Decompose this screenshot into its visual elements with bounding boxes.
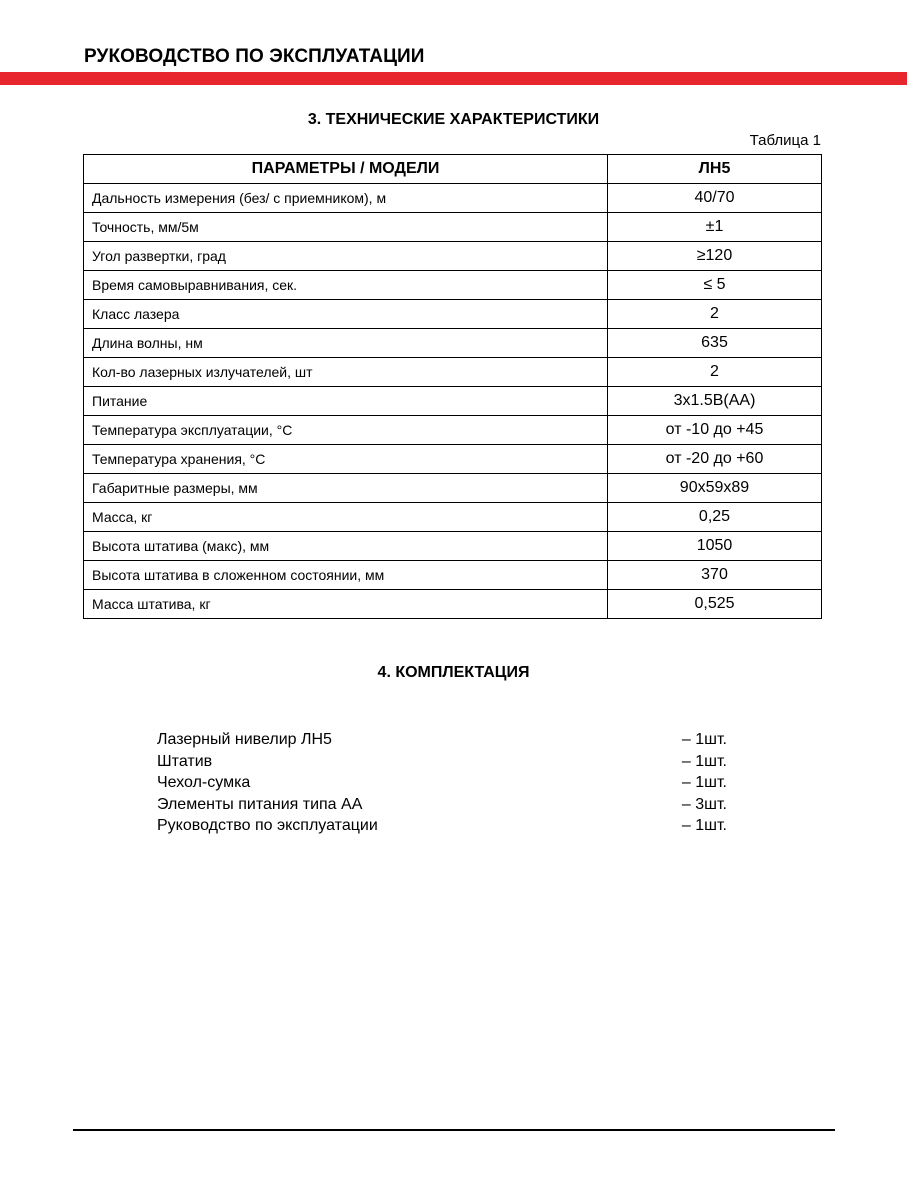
- table-row: [84, 213, 822, 242]
- value-cell: ≥120: [608, 242, 822, 271]
- table-row: [84, 474, 822, 503]
- value-cell: от -10 до +45: [608, 416, 822, 445]
- kit-item-qty: – 1шт.: [681, 774, 727, 791]
- table-row: [84, 445, 822, 474]
- table-header-row: [84, 155, 822, 184]
- table-row: [84, 300, 822, 329]
- param-cell: Дальность измерения (без/ с приемником), м: [84, 184, 608, 213]
- param-cell: Время самовыравнивания, сек.: [84, 271, 608, 300]
- table-row: [84, 590, 822, 619]
- table-row: [84, 242, 822, 271]
- kit-item-qty: – 1шт.: [681, 817, 727, 834]
- param-cell: Точность, мм/5м: [84, 213, 608, 242]
- table-row: [84, 271, 822, 300]
- table-caption: Таблица 1: [749, 132, 821, 149]
- param-cell: Температура эксплуатации, °С: [84, 416, 608, 445]
- kit-item-qty: – 1шт.: [681, 752, 727, 770]
- section-3-title: 3. ТЕХНИЧЕСКИЕ ХАРАКТЕРИСТИКИ: [307, 111, 600, 128]
- param-cell: Температура хранения, °С: [84, 445, 608, 474]
- value-cell: 90x59x89: [608, 474, 822, 503]
- column-header-model: ЛН5: [608, 155, 822, 184]
- table-row: [84, 329, 822, 358]
- value-cell: 0,525: [608, 590, 822, 619]
- param-cell: Габаритные размеры, мм: [84, 474, 608, 503]
- param-cell: Длина волны, нм: [84, 329, 608, 358]
- param-cell: Угол развертки, град: [84, 242, 608, 271]
- table-row: [84, 387, 822, 416]
- spec-table: [83, 154, 822, 619]
- param-cell: Класс лазера: [84, 300, 608, 329]
- value-cell: ≤ 5: [608, 271, 822, 300]
- param-cell: Питание: [84, 387, 608, 416]
- param-cell: Высота штатива (макс), мм: [84, 532, 608, 561]
- kit-item-name: Чехол-сумка: [157, 774, 251, 791]
- value-cell: 2: [608, 300, 822, 329]
- param-cell: Высота штатива в сложенном состоянии, мм: [84, 561, 608, 590]
- table-row: [84, 184, 822, 213]
- table-row: [84, 416, 822, 445]
- value-cell: 40/70: [608, 184, 822, 213]
- value-cell: 635: [608, 329, 822, 358]
- value-cell: 1050: [608, 532, 822, 561]
- list-item: [157, 751, 727, 773]
- table-row: [84, 503, 822, 532]
- value-cell: 370: [608, 561, 822, 590]
- value-cell: 0,25: [608, 503, 822, 532]
- value-cell: от -20 до +60: [608, 445, 822, 474]
- kit-item-qty: – 1шт.: [681, 731, 727, 748]
- param-cell: Масса, кг: [84, 503, 608, 532]
- value-cell: ±1: [608, 213, 822, 242]
- footer-divider: [73, 1129, 835, 1131]
- kit-item-name: Лазерный нивелир ЛН5: [157, 731, 332, 748]
- table-row: [84, 358, 822, 387]
- value-cell: 2: [608, 358, 822, 387]
- kit-item-name: Элементы питания типа АА: [157, 795, 363, 813]
- column-header-parameters: ПАРАМЕТРЫ / МОДЕЛИ: [84, 155, 608, 184]
- kit-item-name: Штатив: [157, 752, 213, 770]
- value-cell: 3x1.5В(АА): [608, 387, 822, 416]
- section-4-title: 4. КОМПЛЕКТАЦИЯ: [377, 664, 530, 681]
- header-red-bar: [0, 72, 907, 85]
- kit-item-name: Руководство по эксплуатации: [157, 817, 378, 834]
- list-item: [157, 772, 727, 794]
- table-row: [84, 561, 822, 590]
- table-row: [84, 532, 822, 561]
- page-header-title: РУКОВОДСТВО ПО ЭКСПЛУАТАЦИИ: [84, 46, 425, 67]
- list-item: [157, 794, 727, 816]
- param-cell: Масса штатива, кг: [84, 590, 608, 619]
- kit-list: [157, 729, 727, 837]
- list-item: [157, 729, 727, 751]
- kit-item-qty: – 3шт.: [681, 795, 727, 813]
- param-cell: Кол-во лазерных излучателей, шт: [84, 358, 608, 387]
- list-item: [157, 815, 727, 837]
